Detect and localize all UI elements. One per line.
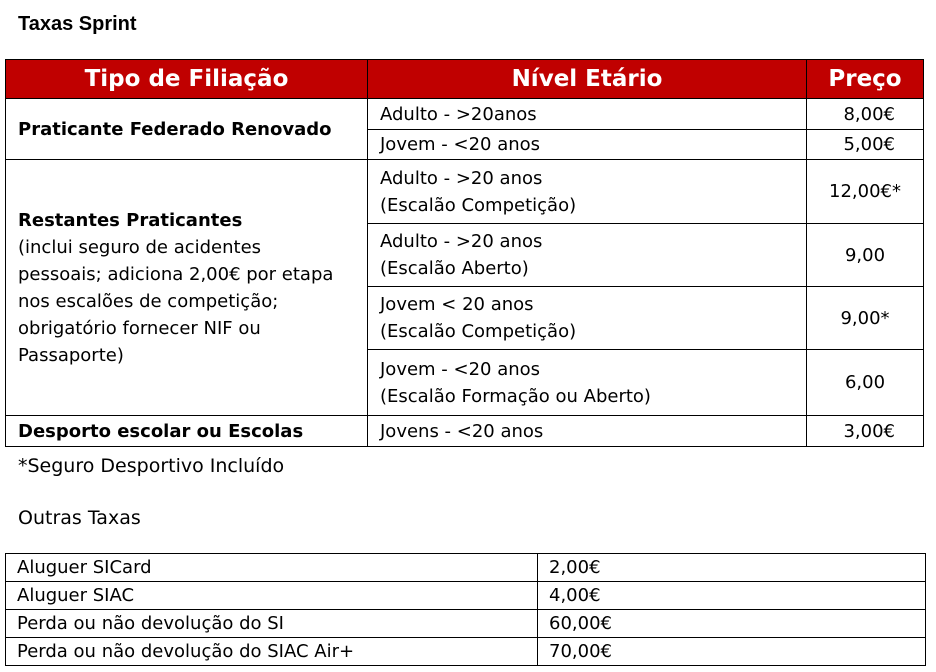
membership-type-note-line: obrigatório fornecer NIF ou [18,317,261,339]
fee-price-cell: 70,00€ [538,638,926,666]
table-row [6,610,926,638]
price-cell: 9,00* [807,287,924,350]
membership-type-label: Praticante Federado Renovado [18,118,332,140]
age-level-cell [368,224,807,287]
price-cell: 6,00 [807,350,924,416]
fee-label-cell: Perda ou não devolução do SIAC Air+ [6,638,538,666]
table-row [6,416,924,447]
age-level-cell [368,160,807,224]
age-level-line: (Escalão Competição) [380,321,577,342]
membership-type-note-line: pessoais; adiciona 2,00€ por etapa [18,263,334,285]
price-cell: 5,00€ [807,130,924,160]
sprint-fees-table [5,59,924,447]
age-level-line: Adulto - >20anos [380,103,537,125]
age-level-cell [368,99,807,130]
membership-type-note-line: Passaporte) [18,344,124,366]
table-row [6,160,924,224]
age-level-line: Jovem < 20 anos [380,294,534,315]
header-age-level: Nível Etário [368,60,807,99]
fee-price-cell: 60,00€ [538,610,926,638]
fee-label-cell: Aluguer SICard [6,554,538,582]
fee-label-cell: Perda ou não devolução do SI [6,610,538,638]
membership-type-label: Desporto escolar ou Escolas [18,420,304,442]
age-level-cell [368,416,807,447]
header-price: Preço [807,60,924,99]
membership-type-cell [6,160,368,416]
age-level-cell [368,130,807,160]
price-cell: 3,00€ [807,416,924,447]
table-row [6,638,926,666]
membership-type-note-line: (inclui seguro de acidentes [18,236,262,258]
membership-type-cell [6,99,368,160]
fee-label-cell: Aluguer SIAC [6,582,538,610]
table-header-row [6,60,924,99]
membership-type-label: Restantes Praticantes [18,209,243,231]
fee-price-cell: 2,00€ [538,554,926,582]
age-level-line: Adulto - >20 anos [380,167,543,189]
age-level-line: Adulto - >20 anos [380,231,543,252]
age-level-cell [368,350,807,416]
age-level-line: Jovem - <20 anos [380,358,541,380]
age-level-line: (Escalão Formação ou Aberto) [380,385,651,407]
page-title: Taxas Sprint [18,13,137,35]
membership-type-cell [6,416,368,447]
other-fees-title: Outras Taxas [18,507,141,529]
age-level-line: Jovem - <20 anos [380,134,541,155]
age-level-line: (Escalão Aberto) [380,258,529,279]
age-level-line: Jovens - <20 anos [380,420,544,442]
table-row [6,582,926,610]
other-fees-table [5,553,926,666]
table-row [6,99,924,130]
price-cell: 9,00 [807,224,924,287]
age-level-line: (Escalão Competição) [380,194,577,216]
price-cell: 8,00€ [807,99,924,130]
fee-price-cell: 4,00€ [538,582,926,610]
header-membership-type: Tipo de Filiação [6,60,368,99]
age-level-cell [368,287,807,350]
insurance-footnote: *Seguro Desportivo Incluído [18,455,285,477]
price-cell: 12,00€* [807,160,924,224]
table-row [6,554,926,582]
membership-type-note-line: nos escalões de competição; [18,290,279,312]
